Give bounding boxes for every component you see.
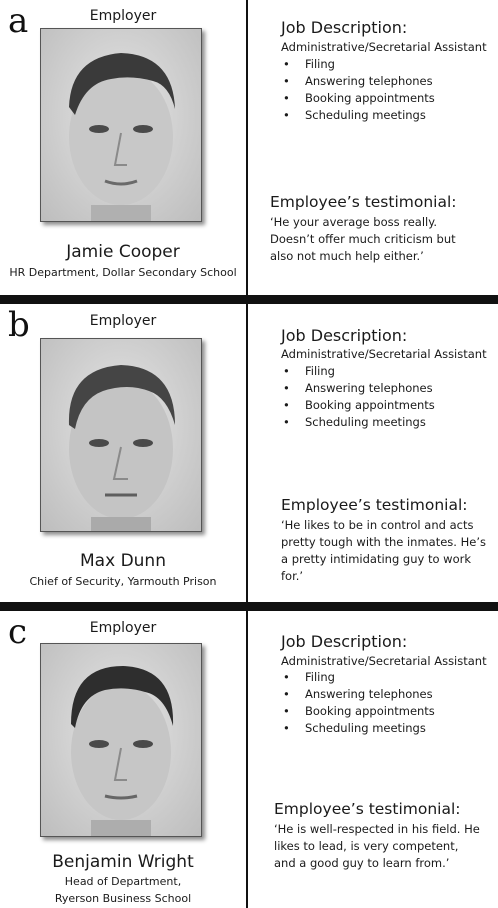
employer-name: Max Dunn bbox=[80, 551, 166, 571]
list-item: • Scheduling meetings bbox=[283, 721, 426, 735]
list-item: • Answering telephones bbox=[283, 687, 433, 701]
testimonial-text: ‘He is well-respected in his field. He likes to lead, is very competent, and a good guy to learn from.’ bbox=[274, 822, 480, 870]
job-description-title: Job Description: bbox=[281, 18, 408, 37]
job-description-title: Job Description: bbox=[281, 326, 408, 345]
testimonial-title: Employee’s testimonial: bbox=[281, 496, 468, 514]
column-divider bbox=[246, 304, 248, 602]
face-portrait-icon bbox=[41, 644, 201, 836]
list-item: • Booking appointments bbox=[283, 704, 435, 718]
employer-role-line: Ryerson Business School bbox=[54, 892, 192, 905]
list-item: • Filing bbox=[283, 57, 335, 71]
bullet-icon: • bbox=[283, 108, 290, 122]
list-item: • Filing bbox=[283, 670, 335, 684]
employer-photo bbox=[40, 28, 202, 222]
panel-letter: a bbox=[8, 1, 29, 41]
bullet-icon: • bbox=[283, 57, 290, 71]
employer-photo bbox=[40, 643, 202, 837]
panel-separator bbox=[0, 602, 498, 611]
panel-letter: c bbox=[8, 612, 28, 652]
employer-name: Jamie Cooper bbox=[66, 242, 180, 262]
face-portrait-icon bbox=[41, 29, 201, 221]
testimonial-text: ‘He your average boss really. Doesn’t offer much criticism but also not much help either.’ bbox=[270, 215, 456, 263]
panel-b bbox=[0, 304, 498, 602]
employer-label: Employer bbox=[89, 313, 157, 329]
employer-role-line: HR Department, Dollar Secondary School bbox=[9, 266, 237, 279]
employer-role-line: Chief of Security, Yarmouth Prison bbox=[29, 575, 217, 588]
bullet-icon: • bbox=[283, 364, 290, 378]
employer-photo bbox=[40, 338, 202, 532]
panel-separator bbox=[0, 295, 498, 304]
employer-label: Employer bbox=[89, 8, 157, 24]
employer-name: Benjamin Wright bbox=[52, 852, 194, 872]
face-portrait-icon bbox=[41, 339, 201, 531]
job-description-title: Job Description: bbox=[281, 632, 408, 651]
job-role: Administrative/Secretarial Assistant bbox=[281, 347, 487, 361]
employer-label: Employer bbox=[89, 620, 157, 636]
bullet-icon: • bbox=[283, 687, 290, 701]
list-item: • Scheduling meetings bbox=[283, 108, 426, 122]
bullet-icon: • bbox=[283, 670, 290, 684]
bullet-icon: • bbox=[283, 381, 290, 395]
bullet-icon: • bbox=[283, 398, 290, 412]
task-list bbox=[281, 363, 435, 431]
column-divider bbox=[246, 611, 248, 908]
bullet-icon: • bbox=[283, 91, 290, 105]
panel-a bbox=[0, 0, 498, 296]
testimonial-title: Employee’s testimonial: bbox=[270, 193, 457, 211]
bullet-icon: • bbox=[283, 721, 290, 735]
bullet-icon: • bbox=[283, 704, 290, 718]
panel-c bbox=[0, 611, 498, 908]
list-item: • Answering telephones bbox=[283, 381, 433, 395]
list-item: • Filing bbox=[283, 364, 335, 378]
bullet-icon: • bbox=[283, 74, 290, 88]
bullet-icon: • bbox=[283, 415, 290, 429]
job-role: Administrative/Secretarial Assistant bbox=[281, 40, 487, 54]
column-divider bbox=[246, 0, 248, 296]
job-role: Administrative/Secretarial Assistant bbox=[281, 654, 487, 668]
task-list bbox=[281, 56, 435, 124]
task-list bbox=[281, 669, 435, 737]
list-item: • Booking appointments bbox=[283, 91, 435, 105]
employer-role-line: Head of Department, bbox=[64, 875, 182, 888]
testimonial-text: ‘He likes to be in control and acts pretty tough with the inmates. He’s a pretty intimidating guy to work for.’ bbox=[281, 518, 486, 583]
testimonial-title: Employee’s testimonial: bbox=[274, 800, 461, 818]
panel-letter: b bbox=[8, 305, 30, 345]
list-item: • Booking appointments bbox=[283, 398, 435, 412]
list-item: • Scheduling meetings bbox=[283, 415, 426, 429]
list-item: • Answering telephones bbox=[283, 74, 433, 88]
